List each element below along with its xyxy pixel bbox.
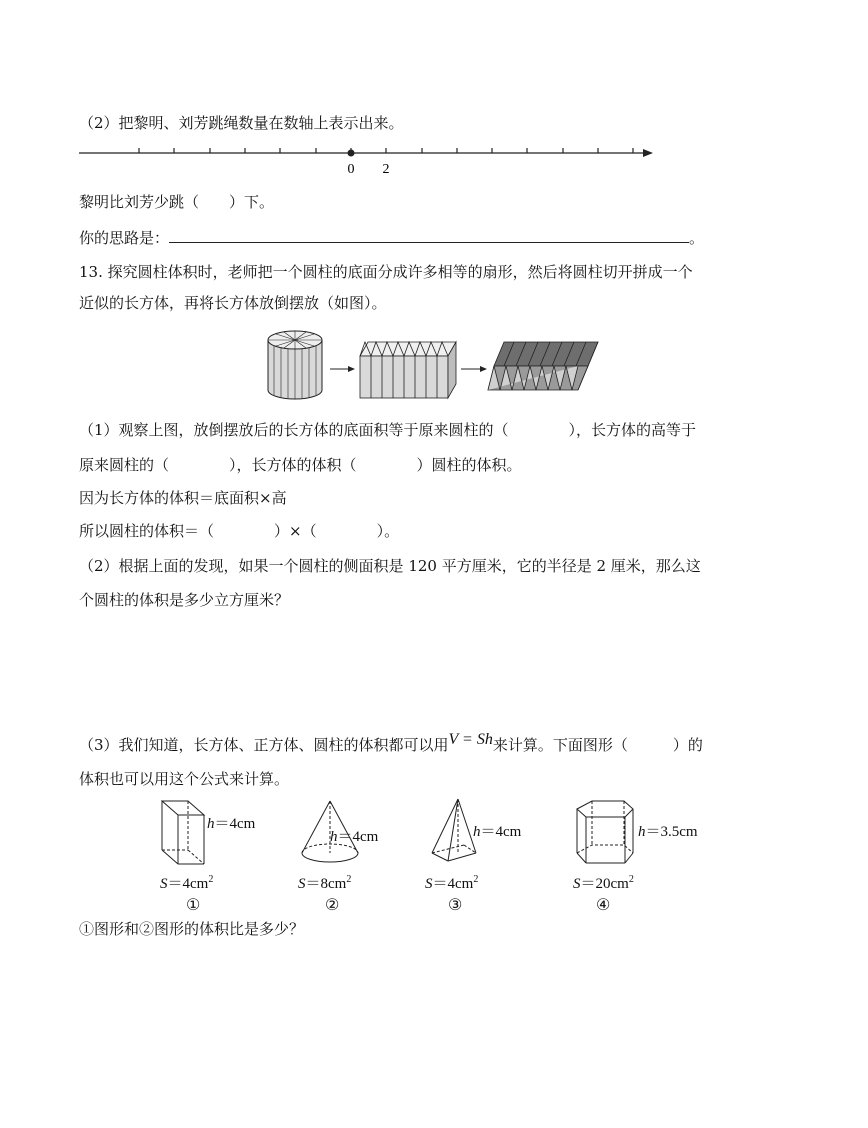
upright-cuboid-figure [360, 342, 456, 398]
part2-title: （2）把黎明、刘芳跳绳数量在数轴上表示出来。 [79, 114, 404, 132]
arrow-1-head [348, 366, 355, 372]
p1-line-2: 原来圆柱的（ ），长方体的体积（ ）圆柱的体积。 [79, 456, 522, 474]
thinking-blank[interactable] [169, 228, 689, 243]
shape-4-height: h＝3.5cm [638, 824, 698, 840]
axis-label-zero: 0 [347, 162, 355, 177]
p1-line-3: 因为长方体的体积＝底面积×高 [79, 489, 287, 507]
number-line-ticks [139, 148, 633, 153]
solids-diagram [150, 795, 720, 875]
pyramid-figure [432, 799, 476, 861]
arrow-2-head [480, 366, 487, 372]
shape-1-number: ① [186, 897, 201, 914]
shape-2-height: h＝4cm [330, 829, 379, 845]
p3-text-b: 来计算。下面图形（ ）的 [492, 736, 703, 754]
q13-intro-1: 13. 探究圆柱体积时，老师把一个圆柱的底面分成许多相等的扇形，然后将圆柱切开拼成一个 [79, 263, 693, 281]
p3-line-2: 体积也可以用这个公式来计算。 [79, 770, 290, 788]
p3-line-1 [79, 731, 703, 756]
shape-3-height: h＝4cm [473, 824, 522, 840]
compare-line: 黎明比刘芳少跳（ ）下。 [79, 193, 275, 211]
zero-point [348, 150, 355, 157]
shape-1-height: h＝4cm [207, 816, 256, 832]
number-line [75, 140, 665, 180]
pentagonal-prism-figure [577, 801, 633, 863]
p2-line-1: （2）根据上面的发现，如果一个圆柱的侧面积是 120 平方厘米，它的半径是 2 厘米，那么这 [79, 557, 701, 575]
shape-4-number: ④ [596, 897, 611, 914]
laid-down-cuboid-figure [488, 342, 598, 390]
p1-line-1: （1）观察上图，放倒摆放后的长方体的底面积等于原来圆柱的（ ），长方体的高等于 [79, 421, 697, 439]
shape-4-area: $S=20cm^2$ [573, 874, 634, 892]
shape-2-area: $S=8cm^2$ [298, 874, 352, 892]
thinking-label: 你的思路是： [79, 229, 170, 247]
axis-label-two: 2 [382, 162, 390, 177]
p1-line-4: 所以圆柱的体积＝（ ）×（ ）。 [79, 522, 400, 540]
p3-text-a: （3）我们知道，长方体、正方体、圆柱的体积都可以用 [79, 736, 449, 754]
thinking-line [79, 228, 704, 248]
final-question: ①图形和②图形的体积比是多少？ [79, 920, 305, 938]
number-line-arrow [643, 149, 653, 157]
q13-intro-2: 近似的长方体，再将长方体放倒摆放（如图）。 [79, 294, 387, 312]
volume-formula: V = Sh [448, 731, 493, 748]
p2-line-2: 个圆柱的体积是多少立方厘米？ [79, 591, 290, 609]
thinking-end: 。 [689, 229, 705, 247]
triangular-prism-figure [162, 801, 204, 864]
cylinder-figure [268, 331, 322, 399]
shape-3-area: $S=4cm^2$ [425, 874, 479, 892]
shape-3-number: ③ [448, 897, 463, 914]
shape-1-area: $S=4cm^2$ [160, 874, 214, 892]
shape-2-number: ② [325, 897, 340, 914]
cylinder-to-cuboid-diagram [262, 328, 602, 403]
